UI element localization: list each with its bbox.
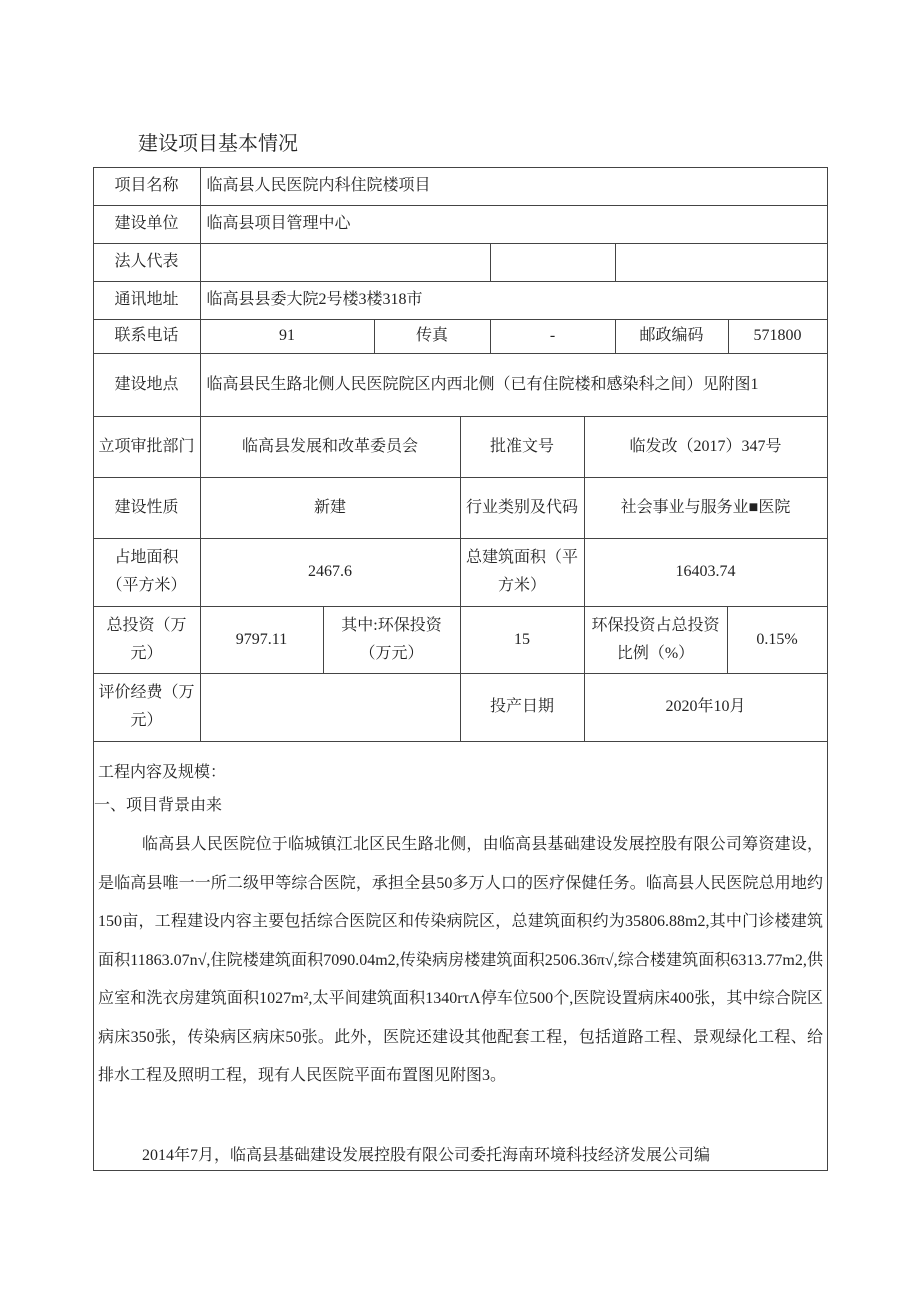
label-nature: 建设性质: [93, 477, 201, 539]
label-area: 占地面积（平方米）: [93, 538, 201, 607]
legal-rep-cell: [200, 243, 491, 282]
fax: -: [490, 319, 616, 354]
ratio: 0.15%: [727, 606, 828, 674]
label-env-investment: 其中:环保投资（万元）: [323, 606, 461, 674]
label-dept: 立项审批部门: [93, 416, 201, 478]
investment: 9797.11: [200, 606, 324, 674]
label-site: 建设地点: [93, 353, 201, 417]
legal-rep-cell-2: [490, 243, 616, 282]
phone: 91: [200, 319, 375, 354]
label-doc: 批准文号: [460, 416, 585, 478]
label-ratio: 环保投资占总投资比例（%）: [584, 606, 728, 674]
background-paragraph: 临高县人民医院位于临城镇江北区民生路北侧，由临高县基础建设发展控股有限公司筹资建设，是临高县唯一一所二级甲等综合医院，承担全县50多万人口的医疗保健任务。临高县人民医院总用地约150亩，工程建设内容主要包括综合医院区和传染病院区，总建筑面积约为35806.88m2,其中门诊楼建筑面积11863.07n√,住院楼建筑面积7090.04m2,传染病房楼建筑面积2506.36π√,综合楼建筑面积6313.77m2,供应室和洗衣房建筑面积1027m²,太平间建筑面积1340rτΛ停车位500个,医院设置病床400张，其中综合院区病床350张，传染病区病床50张。此外，医院还建设其他配套工程，包括道路工程、景观绿化工程、给排水工程及照明工程，现有人民医院平面布置图见附图3。: [98, 836, 823, 1084]
label-legal: 法人代表: [93, 243, 201, 282]
label-address: 通讯地址: [93, 281, 201, 320]
project-name: 临高县人民医院内科住院楼项目: [200, 167, 828, 206]
label-fax: 传真: [374, 319, 491, 354]
label-zip: 邮政编码: [615, 319, 729, 354]
site: 临高县民生路北侧人民医院院区内西北侧（已有住院楼和感染科之间）见附图1: [200, 353, 828, 417]
fee: [200, 673, 461, 742]
label-fee: 评价经费（万元）: [93, 673, 201, 742]
construction-unit: 临高县项目管理中心: [200, 205, 828, 244]
nature: 新建: [200, 477, 461, 539]
dept: 临高县发展和改革委员会: [200, 416, 461, 478]
label-project-name: 项目名称: [93, 167, 201, 206]
production-date: 2020年10月: [584, 673, 828, 742]
zip: 571800: [728, 319, 828, 354]
doc-number: 临发改（2017）347号: [584, 416, 828, 478]
label-phone: 联系电话: [93, 319, 201, 354]
area: 2467.6: [200, 538, 461, 607]
address: 临高县县委大院2号楼3楼318市: [200, 281, 828, 320]
label-unit: 建设单位: [93, 205, 201, 244]
label-build-area: 总建筑面积（平方米）: [460, 538, 585, 607]
page-title: 建设项目基本情况: [138, 133, 298, 155]
legal-rep-cell-3: [615, 243, 828, 282]
env-investment: 15: [460, 606, 585, 674]
section-heading: 一、项目背景由来: [94, 797, 223, 814]
industry: 社会事业与服务业■医院: [584, 477, 828, 539]
content-section: [93, 741, 828, 1171]
label-industry: 行业类别及代码: [460, 477, 585, 539]
label-investment: 总投资（万元）: [93, 606, 201, 674]
paragraph-2: 2014年7月，临高县基础建设发展控股有限公司委托海南环境科技经济发展公司编: [142, 1147, 711, 1164]
label-date: 投产日期: [460, 673, 585, 742]
content-heading: 工程内容及规模：: [98, 764, 227, 781]
build-area: 16403.74: [584, 538, 828, 607]
